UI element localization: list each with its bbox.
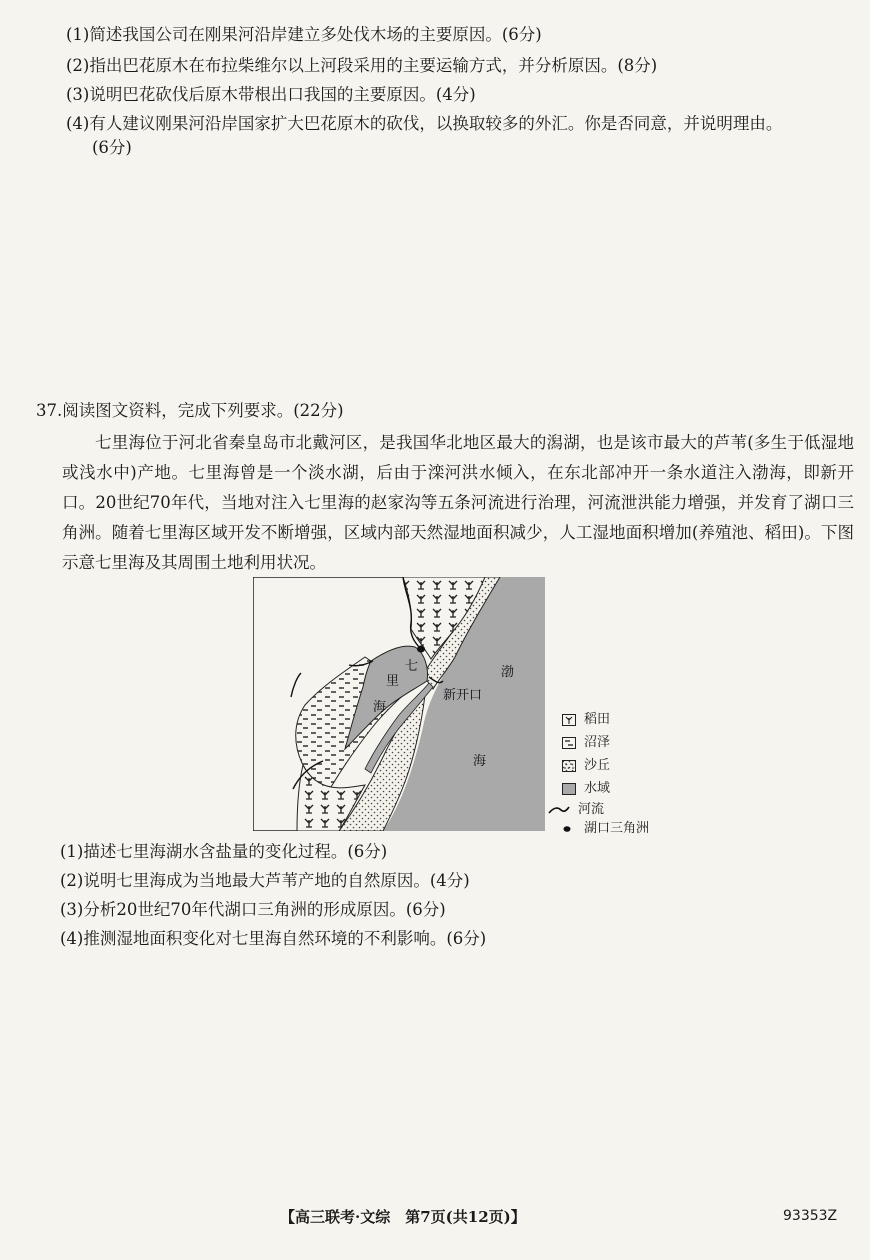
water-area-icon: [562, 783, 576, 795]
q37-subquestion-2: (2)说明七里海成为当地最大芦苇产地的自然原因。(4分): [60, 871, 470, 890]
legend-paddy: [562, 712, 610, 728]
paddy-field-icon: [562, 714, 576, 726]
lake-char-1: 七: [405, 659, 419, 674]
lake-char-3: 海: [373, 700, 387, 715]
sand-dune-icon: [562, 760, 576, 772]
legend-marsh-label: 沼泽: [584, 735, 611, 750]
q37-subquestion-3: (3)分析20世纪70年代湖口三角洲的形成原因。(6分): [60, 900, 446, 919]
xinkaikou-label: 新开口: [443, 688, 483, 703]
q37-subquestion-1: (1)描述七里海湖水含盐量的变化过程。(6分): [60, 842, 388, 861]
prev-question-3: (3)说明巴花砍伐后原木带根出口我国的主要原因。(4分): [66, 85, 476, 104]
legend-sand-label: 沙丘: [584, 758, 611, 773]
question-37-paragraph: 七里海位于河北省秦皇岛市北戴河区，是我国华北地区最大的潟湖，也是该市最大的芦苇(多生于低湿地或浅水中)产地。七里海曾是一个淡水湖，后由于滦河洪水倾入，在东北部冲开一条水道注入渤海，即新开口。20世纪70年代，当地对注入七里海的赵家沟等五条河流进行治理，河流泄洪能力增强，并发育了湖口三角洲。随着七里海区域开发不断增强，区域内部天然湿地面积减少，人工湿地面积增加(养殖池、稻田)。下图示意七里海及其周围土地利用状况。: [62, 433, 854, 572]
bohai-char-2: 海: [473, 754, 487, 769]
legend-delta: [562, 821, 649, 837]
qilihai-map: [253, 577, 545, 831]
legend-paddy-label: 稻田: [584, 712, 611, 727]
legend-river: [548, 802, 604, 818]
lake-mouth-delta: [417, 646, 425, 653]
legend-water: [562, 781, 610, 797]
delta-icon: [562, 823, 576, 835]
question-37-title: 37.阅读图文资料，完成下列要求。(22分): [36, 401, 344, 420]
lake-char-2: 里: [386, 674, 400, 689]
legend-water-label: 水域: [584, 781, 611, 796]
legend-marsh: [562, 735, 610, 751]
prev-question-2: (2)指出巴花原木在布拉柴维尔以上河段采用的主要运输方式，并分析原因。(8分): [66, 56, 658, 75]
prev-question-4: (4)有人建议刚果河沿岸国家扩大巴花原木的砍伐，以换取较多的外汇。你是否同意，并说明理由。: [66, 114, 783, 133]
prev-question-4-score: (6分): [92, 138, 132, 157]
page-footer: 【高三联考·文综 第7页(共12页)】: [280, 1208, 526, 1226]
marsh-icon: [562, 737, 576, 749]
q37-subquestion-4: (4)推测湿地面积变化对七里海自然环境的不利影响。(6分): [60, 929, 487, 948]
prev-question-1: (1)简述我国公司在刚果河沿岸建立多处伐木场的主要原因。(6分): [66, 25, 542, 44]
river-icon: [548, 804, 570, 816]
legend-sand: [562, 758, 610, 774]
legend-delta-label: 湖口三角洲: [584, 821, 650, 836]
paper-code: 93353Z: [783, 1208, 838, 1224]
bohai-char-1: 渤: [501, 665, 515, 680]
legend-river-label: 河流: [578, 802, 605, 817]
